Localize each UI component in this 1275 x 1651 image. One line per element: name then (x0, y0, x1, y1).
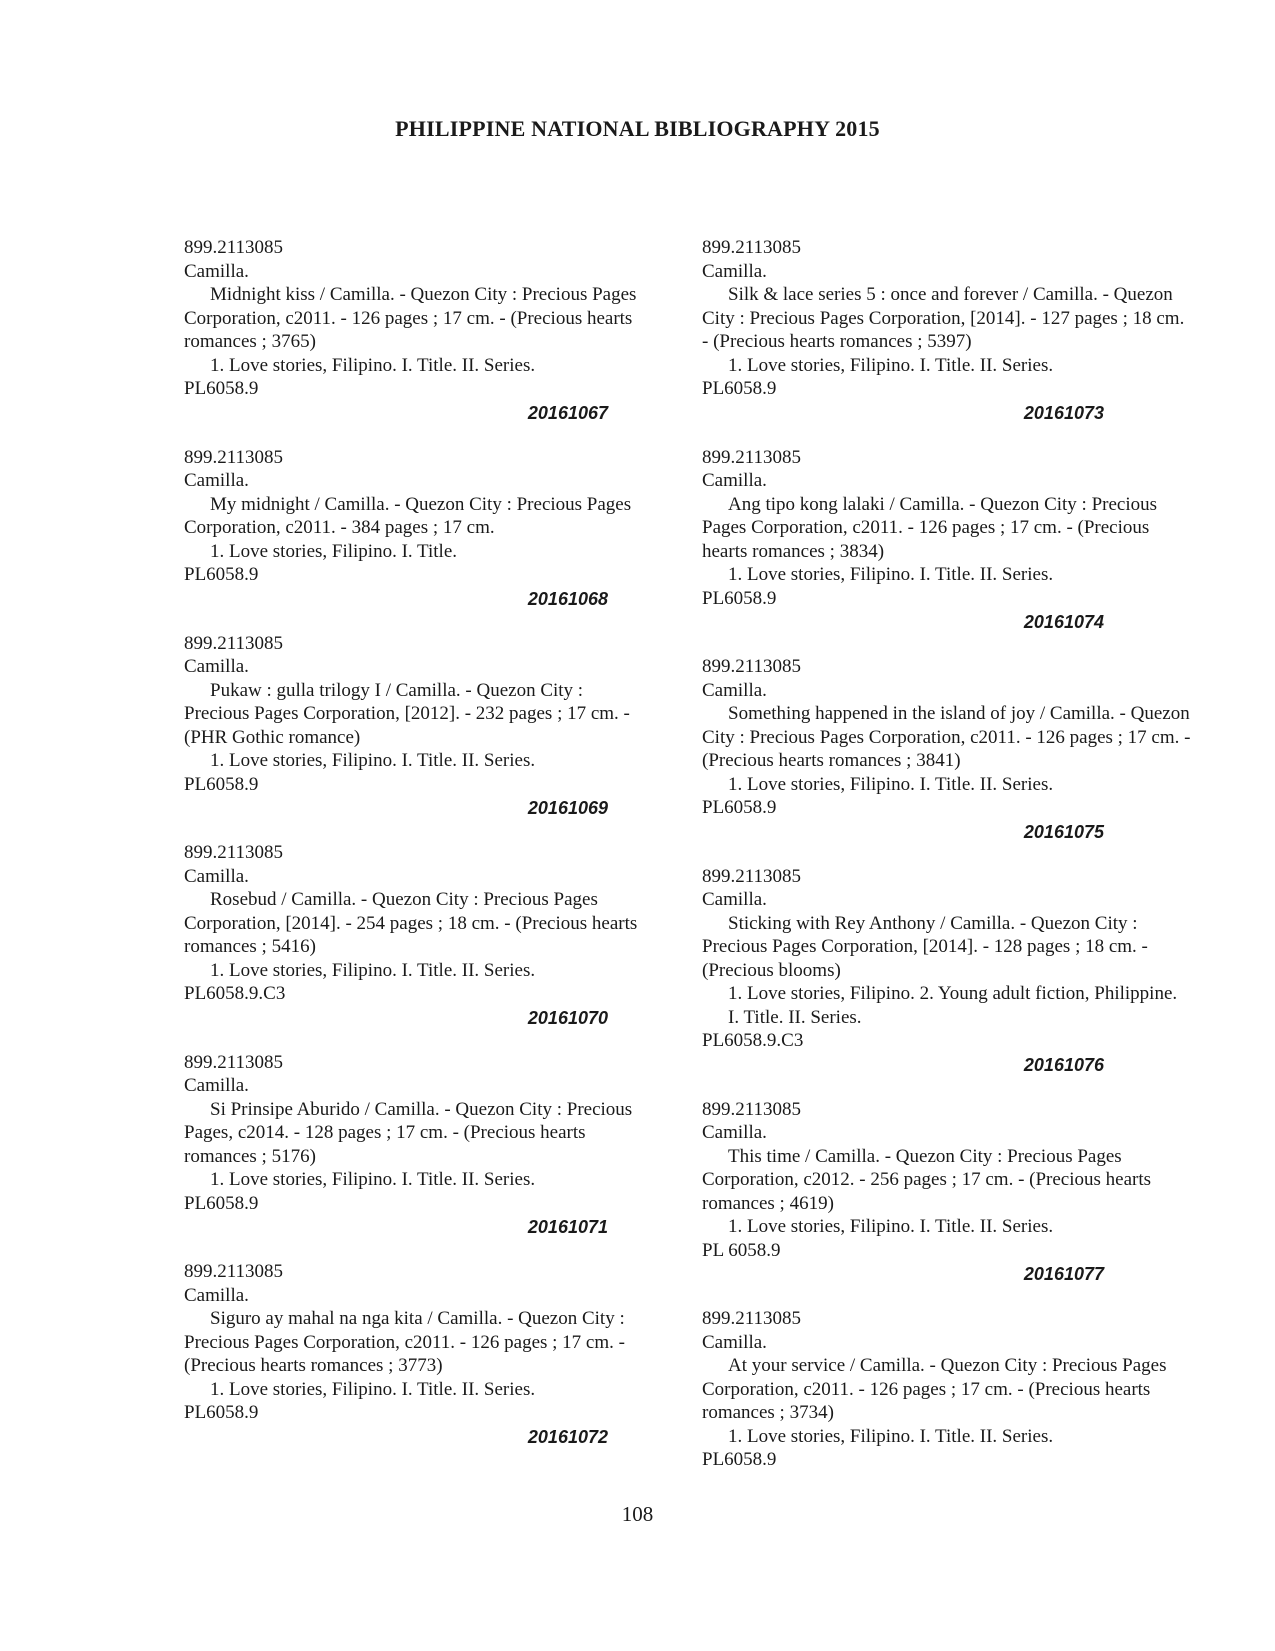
class-number: 899.2113085 (702, 1308, 802, 1329)
description: Sticking with Rey Anthony / Camilla. - Quezon City : Precious Pages Corporation, [2014]. - 128 pages ; 18 cm. - (Precious blooms) (702, 912, 1148, 981)
author: Camilla. (702, 679, 767, 701)
page-title: PHILIPPINE NATIONAL BIBLIOGRAPHY 2015 (395, 116, 880, 141)
description: Siguro ay mahal na nga kita / Camilla. - Quezon City : Precious Pages Corporation, c2011. - 126 pages ; 17 cm. - (Precious hearts romances ; 3773) (184, 1308, 625, 1376)
class-number: 899.2113085 (702, 446, 802, 468)
subjects: 1. Love stories, Filipino. I. Title. II. Series. (210, 750, 536, 771)
description: Something happened in the island of joy / Camilla. - Quezon City : Precious Pages Corporation, c2011. - 126 pages ; 17 cm. - (Precious hearts romances ; 3841) (702, 703, 1191, 771)
subjects: 1. Love stories, Filipino. I. Title. II. Series. (728, 1425, 1054, 1447)
subjects: 1. Love stories, Filipino. 2. Young adult fiction, Philippine. I. Title. II. Series. (728, 983, 1178, 1028)
accession-number: 20161077 (1023, 1264, 1104, 1284)
accession-number: 20161072 (527, 1426, 608, 1447)
bib-entry (184, 632, 650, 820)
class-number: 899.2113085 (184, 446, 284, 468)
bib-entry (702, 865, 1192, 1077)
accession-number: 20161069 (527, 798, 608, 818)
subjects: 1. Love stories, Filipino. I. Title. (210, 540, 458, 562)
subjects: 1. Love stories, Filipino. I. Title. II. Series. (728, 773, 1054, 795)
call-number: PL6058.9.C3 (702, 1030, 804, 1051)
accession-number: 20161074 (1023, 612, 1104, 632)
description: At your service / Camilla. - Quezon City : Precious Pages Corporation, c2011. - 126 pages ; 17 cm. - (Precious hearts romances ; 3734) (702, 1355, 1167, 1423)
author: Camilla. (702, 1331, 767, 1353)
class-number: 899.2113085 (702, 865, 802, 887)
class-number: 899.2113085 (184, 237, 284, 258)
description: Ang tipo kong lalaki / Camilla. - Quezon City : Precious Pages Corporation, c2011. - 126 pages ; 17 cm. - (Precious hearts romances ; 3834) (702, 493, 1158, 562)
bib-entry (184, 1260, 650, 1448)
subjects: 1. Love stories, Filipino. I. Title. II. Series. (728, 354, 1054, 376)
description: Rosebud / Camilla. - Quezon City : Precious Pages Corporation, [2014]. - 254 pages ; 18 cm. - (Precious hearts romances ; 5416) (184, 889, 638, 957)
subjects: 1. Love stories, Filipino. I. Title. II. Series. (210, 1378, 536, 1400)
left-column (184, 236, 650, 1448)
author: Camilla. (184, 1284, 249, 1306)
author: Camilla. (702, 889, 767, 910)
accession-number: 20161070 (527, 1007, 608, 1028)
page-number: 108 (621, 1502, 654, 1526)
author: Camilla. (184, 656, 249, 677)
bib-entry (702, 655, 1192, 843)
subjects: 1. Love stories, Filipino. I. Title. II. Series. (210, 959, 536, 981)
call-number: PL 6058.9 (702, 1239, 781, 1261)
author: Camilla. (702, 1122, 767, 1143)
bib-entry (184, 446, 650, 611)
class-number: 899.2113085 (184, 842, 284, 863)
description: Silk & lace series 5 : once and forever / Camilla. - Quezon City : Precious Pages Corporation, [2014]. - 127 pages ; 18 cm. - (Precious hearts romances ; 5397) (702, 284, 1185, 352)
bib-entry (702, 236, 1192, 424)
class-number: 899.2113085 (184, 632, 284, 654)
class-number: 899.2113085 (702, 237, 802, 258)
subjects: 1. Love stories, Filipino. I. Title. II. Series. (728, 1216, 1054, 1237)
bib-entry (702, 446, 1192, 634)
subjects: 1. Love stories, Filipino. I. Title. II. Series. (210, 354, 536, 376)
description: Si Prinsipe Aburido / Camilla. - Quezon City : Precious Pages, c2014. - 128 pages ; 17 cm. - (Precious hearts romances ; 5176) (184, 1098, 633, 1167)
author: Camilla. (184, 260, 249, 282)
bib-entry (184, 1051, 650, 1239)
accession-number: 20161068 (527, 588, 608, 609)
description: Midnight kiss / Camilla. - Quezon City : Precious Pages Corporation, c2011. - 126 pages ; 17 cm. - (Precious hearts romances ; 3765) (184, 284, 637, 352)
bib-entry (184, 841, 650, 1029)
class-number: 899.2113085 (184, 1261, 284, 1282)
accession-number: 20161076 (1023, 1054, 1104, 1075)
accession-number: 20161075 (1023, 821, 1104, 842)
call-number: PL6058.9 (184, 564, 259, 585)
description: This time / Camilla. - Quezon City : Precious Pages Corporation, c2012. - 256 pages ; 17 cm. - (Precious hearts romances ; 4619) (702, 1145, 1152, 1214)
call-number: PL6058.9 (184, 773, 259, 795)
author: Camilla. (184, 1075, 249, 1096)
accession-number: 20161067 (527, 402, 608, 423)
right-column (702, 236, 1192, 1472)
accession-number: 20161071 (527, 1217, 608, 1237)
accession-number: 20161073 (1023, 402, 1104, 423)
class-number: 899.2113085 (184, 1051, 284, 1073)
author: Camilla. (702, 260, 767, 282)
bib-entry (702, 1307, 1192, 1472)
call-number: PL6058.9 (702, 587, 777, 609)
call-number: PL6058.9 (702, 797, 777, 818)
description: My midnight / Camilla. - Quezon City : Precious Pages Corporation, c2011. - 384 pages ; 17 cm. (184, 493, 632, 538)
bib-entry (702, 1098, 1192, 1286)
description: Pukaw : gulla trilogy I / Camilla. - Quezon City : Precious Pages Corporation, [2012]. - 232 pages ; 17 cm. - (PHR Gothic romance) (184, 679, 630, 748)
subjects: 1. Love stories, Filipino. I. Title. II. Series. (210, 1169, 536, 1190)
bib-entry (184, 236, 650, 424)
author: Camilla. (702, 470, 767, 491)
call-number: PL6058.9 (702, 1449, 777, 1470)
call-number: PL6058.9 (702, 378, 777, 399)
call-number: PL6058.9 (184, 1192, 259, 1214)
author: Camilla. (184, 865, 249, 887)
class-number: 899.2113085 (702, 656, 802, 677)
call-number: PL6058.9 (184, 378, 259, 399)
subjects: 1. Love stories, Filipino. I. Title. II. Series. (728, 564, 1054, 585)
author: Camilla. (184, 470, 249, 491)
class-number: 899.2113085 (702, 1098, 802, 1120)
call-number: PL6058.9 (184, 1402, 259, 1423)
call-number: PL6058.9.C3 (184, 983, 286, 1004)
